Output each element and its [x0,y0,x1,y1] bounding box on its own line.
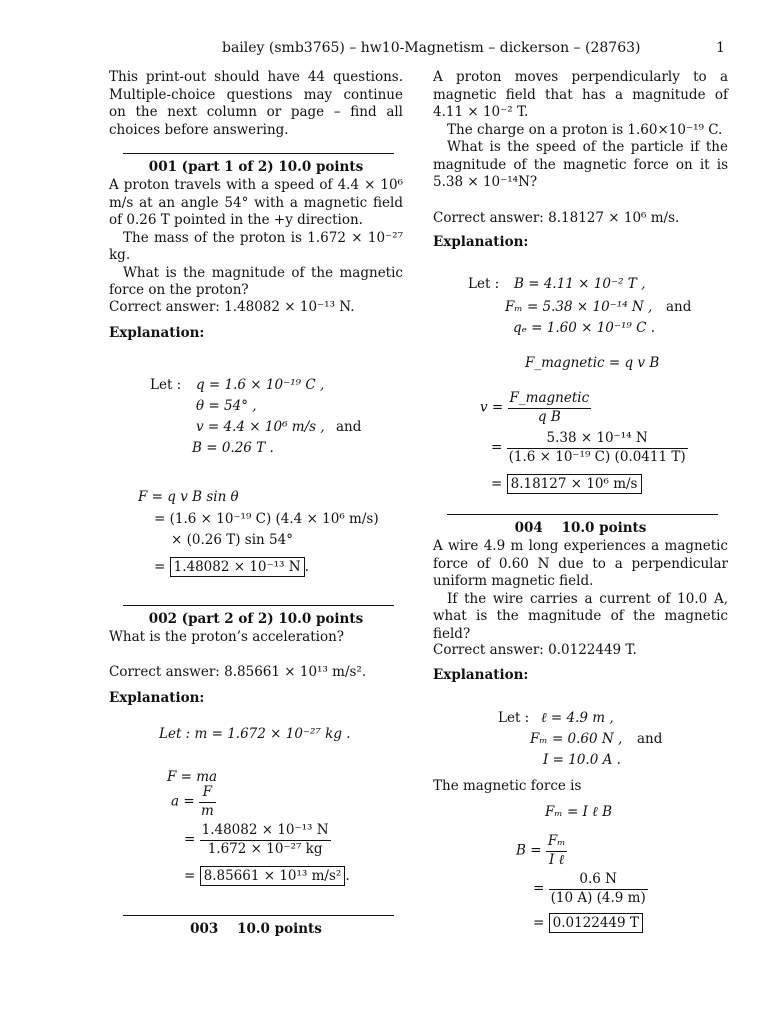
field-result [533,915,643,933]
speed-formula [480,390,591,426]
given-length: ℓ = 4.9 m , [541,710,614,726]
equals-sign: = [491,439,503,456]
numerator: Fₘ [546,833,568,852]
q3-prompt: What is the speed of the particle if the magnitude of the magnetic force on it is 5.38 × 10⁻¹⁴N? [433,139,728,190]
denominator: (1.6 × 10⁻¹⁹ C) (0.0411 T) [508,448,686,465]
q3-charge-statement: The charge on a proton is 1.60×10⁻¹⁹ C. [447,121,723,138]
question-text [109,177,403,300]
equals-sign: = [154,559,166,575]
given-mass: Let : m = 1.672 × 10⁻²⁷ kg . [159,726,351,742]
fraction [200,822,331,858]
denominator: (10 A) (4.9 m) [550,889,646,906]
numerator: 5.38 × 10⁻¹⁴ N [507,430,688,449]
correct-answer: Correct answer: 8.85661 × 10¹³ m/s². [109,664,367,680]
force-substitution: = (1.6 × 10⁻¹⁹ C) (4.4 × 10⁶ m/s) [154,511,379,527]
numerator: F [199,784,216,803]
numerator: 1.48082 × 10⁻¹³ N [200,822,331,841]
given-charge: q = 1.6 × 10⁻¹⁹ C , [196,377,325,393]
correct-answer: Correct answer: 1.48082 × 10⁻¹³ N. [109,299,355,315]
denominator: m [200,802,214,819]
boxed-answer: 8.85661 × 10¹³ m/s² [200,866,346,886]
question-heading-004: 004 10.0 points [514,520,647,536]
magnetic-force-equation: Fₘ = I ℓ B [545,804,612,820]
equals-sign: = [184,831,196,848]
q1-prompt: What is the magnitude of the magnetic force on the proton? [109,264,403,298]
equals-sign: = [533,880,545,897]
newton-equation: F = ma [167,769,218,785]
question-rule [447,514,718,515]
question-rule [123,915,394,916]
q1-statement: A proton travels with a speed of 4.4 × 10⁶ m/s at an angle 54° with a magnetic field of 0.26 T pointed in the +y direction. [109,177,403,228]
field-substitution [533,871,648,907]
q3-statement: A proton moves perpendicularly to a magnetic field that has a magnitude of 4.11 × 10⁻² T. [433,69,728,120]
q2-prompt: What is the proton’s acceleration? [109,629,345,645]
force-substitution-cont: × (0.26 T) sin 54° [171,532,293,548]
let-label: Let : [498,710,530,726]
field-formula [516,833,567,869]
fraction [549,871,648,907]
given-angle: θ = 54° , [196,398,257,414]
given-charge: qₑ = 1.60 × 10⁻¹⁹ C . [513,320,656,336]
intro-text: This print-out should have 44 questions. Multiple-choice questions may continue on the next column or page – find all choices before answering. [109,69,403,138]
question-text [433,69,728,192]
period: . [345,868,350,884]
equals-sign: = [184,868,196,884]
question-rule [123,153,394,154]
lhs: v = [480,399,504,416]
given-field: B = 4.11 × 10⁻² T , [514,276,646,292]
explanation-label: Explanation: [109,690,205,706]
fraction [508,390,592,426]
given-force: Fₘ = 0.60 N , [530,731,623,747]
force-equation: F = q v B sin θ [138,489,239,505]
question-heading-001: 001 (part 1 of 2) 10.0 points [148,159,364,175]
let-label: Let : [150,377,182,393]
and-word: and [336,419,362,435]
fraction [546,833,568,869]
speed-substitution [491,430,688,466]
question-rule [123,605,394,606]
let-label: Let : [468,276,500,292]
correct-answer: Correct answer: 0.0122449 T. [433,642,637,658]
given-speed: v = 4.4 × 10⁶ m/s , [196,419,325,435]
acceleration-substitution [184,822,331,858]
q4-prompt: If the wire carries a current of 10.0 A, what is the magnitude of the magnetic field? [433,590,728,642]
boxed-answer: 1.48082 × 10⁻¹³ N [170,557,305,577]
force-result [154,559,309,577]
numerator: 0.6 N [549,871,648,890]
denominator: q B [537,408,561,425]
lhs: a = [171,793,195,810]
equals-sign: = [533,915,545,931]
equals-sign: = [491,476,503,492]
magnetic-force-equation: F_magnetic = q v B [525,355,660,371]
given-force: Fₘ = 5.38 × 10⁻¹⁴ N , [505,299,653,315]
given-field: B = 0.26 T . [192,440,274,456]
q1-mass-statement: The mass of the proton is 1.672 × 10⁻²⁷ kg. [109,229,403,263]
question-text [433,538,728,643]
lhs: B = [516,842,542,859]
speed-result [491,476,642,494]
question-heading-003: 003 10.0 points [190,921,322,937]
page-number: 1 [716,40,725,56]
boxed-answer: 0.0122449 T [549,913,643,933]
explanation-label: Explanation: [109,325,205,341]
q4-statement: A wire 4.9 m long experiences a magnetic force of 0.60 N due to a perpendicular uniform magnetic field. [433,538,728,589]
given-current: I = 10.0 A . [543,752,621,768]
period: . [304,559,309,575]
correct-answer: Correct answer: 8.18127 × 10⁶ m/s. [433,210,680,226]
boxed-answer: 8.18127 × 10⁶ m/s [507,474,642,494]
denominator: 1.672 × 10⁻²⁷ kg [207,840,323,857]
acceleration-formula [171,784,216,820]
and-word: and [637,731,663,747]
acceleration-result [184,868,350,886]
fraction [507,430,688,466]
explanation-label: Explanation: [433,667,529,683]
question-heading-002: 002 (part 2 of 2) 10.0 points [148,611,364,627]
and-word: and [666,299,692,315]
page-header: bailey (smb3765) – hw10-Magnetism – dickerson – (28763) [222,40,641,56]
fraction [199,784,216,820]
numerator: F_magnetic [508,390,592,409]
q4-force-text: The magnetic force is [433,778,582,794]
denominator: I ℓ [549,851,565,868]
explanation-label: Explanation: [433,234,529,250]
